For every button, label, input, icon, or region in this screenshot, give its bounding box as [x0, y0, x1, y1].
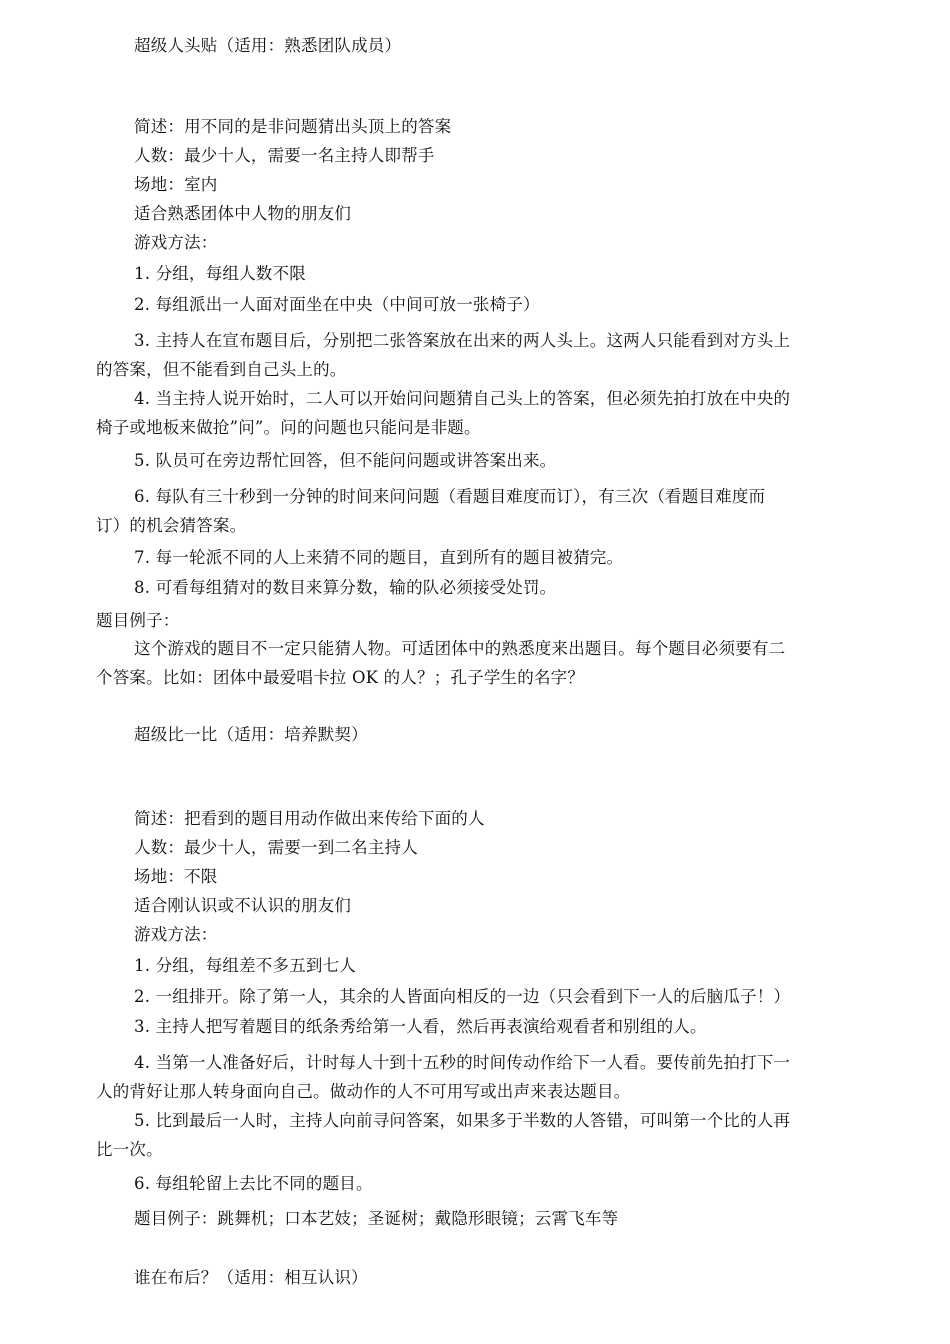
game2-suitable: 适合刚认识或不认识的朋友们	[134, 896, 352, 915]
game2-step2: 2. 一组排开。除了第一人，其余的人皆面向相反的一边（只会看到下一人的后脑瓜子！）	[134, 987, 791, 1006]
game2-step5-line1: 5. 比到最后一人时，主持人向前寻问答案，如果多于半数的人答错，可叫第一个比的人再	[134, 1111, 791, 1130]
game3-title: 谁在布后？（适用：相互认识）	[134, 1268, 368, 1287]
game2-step5-line2: 比一次。	[96, 1140, 163, 1159]
game1-step3-line1: 3. 主持人在宣布题目后，分别把二张答案放在出来的两人头上。这两人只能看到对方头上	[134, 331, 791, 350]
game2-step4-line1: 4. 当第一人准备好后，计时每人十到十五秒的时间传动作给下一人看。要传前先拍打下一	[134, 1053, 791, 1072]
game1-step4-line2: 椅子或地板来做抢”问”。问的问题也只能问是非题。	[96, 418, 481, 437]
game2-title: 超级比一比（适用：培养默契）	[134, 725, 368, 744]
game2-venue: 场地：不限	[134, 867, 218, 886]
game1-step1: 1. 分组，每组人数不限	[134, 264, 306, 283]
game1-step7: 7. 每一轮派不同的人上来猜不同的题目，直到所有的题目被猜完。	[134, 548, 624, 567]
game1-example-line2: 个答案。比如：团体中最爱唱卡拉 OK 的人？；孔子学生的名字？	[96, 668, 585, 687]
game2-step6: 6. 每组轮留上去比不同的题目。	[134, 1174, 373, 1193]
game1-step8: 8. 可看每组猜对的数目来算分数，输的队必须接受处罚。	[134, 578, 557, 597]
game2-method-label: 游戏方法：	[134, 925, 218, 944]
game1-suitable: 适合熟悉团体中人物的朋友们	[134, 204, 352, 223]
game2-step3: 3. 主持人把写着题目的纸条秀给第一人看，然后再表演给观看者和别组的人。	[134, 1017, 707, 1036]
game2-step4-line2: 人的背好让那人转身面向自己。做动作的人不可用写或出声来表达题目。	[96, 1082, 631, 1101]
game1-step2: 2. 每组派出一人面对面坐在中央（中间可放一张椅子）	[134, 295, 540, 314]
game1-step6-line2: 订）的机会猜答案。	[96, 516, 247, 535]
game1-step4-line1: 4. 当主持人说开始时，二人可以开始问问题猜自己头上的答案，但必须先拍打放在中央的	[134, 389, 791, 408]
game1-step6-line1: 6. 每队有三十秒到一分钟的时间来问问题（看题目难度而订），有三次（看题目难度而	[134, 487, 766, 506]
game1-step3-line2: 的答案，但不能看到自己头上的。	[96, 360, 347, 379]
game2-step1: 1. 分组，每组差不多五到七人	[134, 956, 356, 975]
game1-example-line1: 这个游戏的题目不一定只能猜人物。可适团体中的熟悉度来出题目。每个题目必须要有二	[134, 639, 786, 658]
game1-example-label: 题目例子：	[96, 611, 180, 630]
game1-method-label: 游戏方法：	[134, 233, 218, 252]
game1-title: 超级人头贴（适用：熟悉团队成员）	[134, 36, 402, 55]
game1-people: 人数：最少十人，需要一名主持人即帮手	[134, 146, 435, 165]
game2-example: 题目例子：跳舞机；口本艺妓；圣诞树；戴隐形眼镜；云霄飞车等	[134, 1209, 619, 1228]
game2-summary: 简述：把看到的题目用动作做出来传给下面的人	[134, 809, 485, 828]
game1-venue: 场地：室内	[134, 175, 218, 194]
game1-summary: 简述：用不同的是非问题猜出头顶上的答案	[134, 117, 452, 136]
game1-step5: 5. 队员可在旁边帮忙回答，但不能问问题或讲答案出来。	[134, 451, 557, 470]
game2-people: 人数：最少十人，需要一到二名主持人	[134, 838, 418, 857]
